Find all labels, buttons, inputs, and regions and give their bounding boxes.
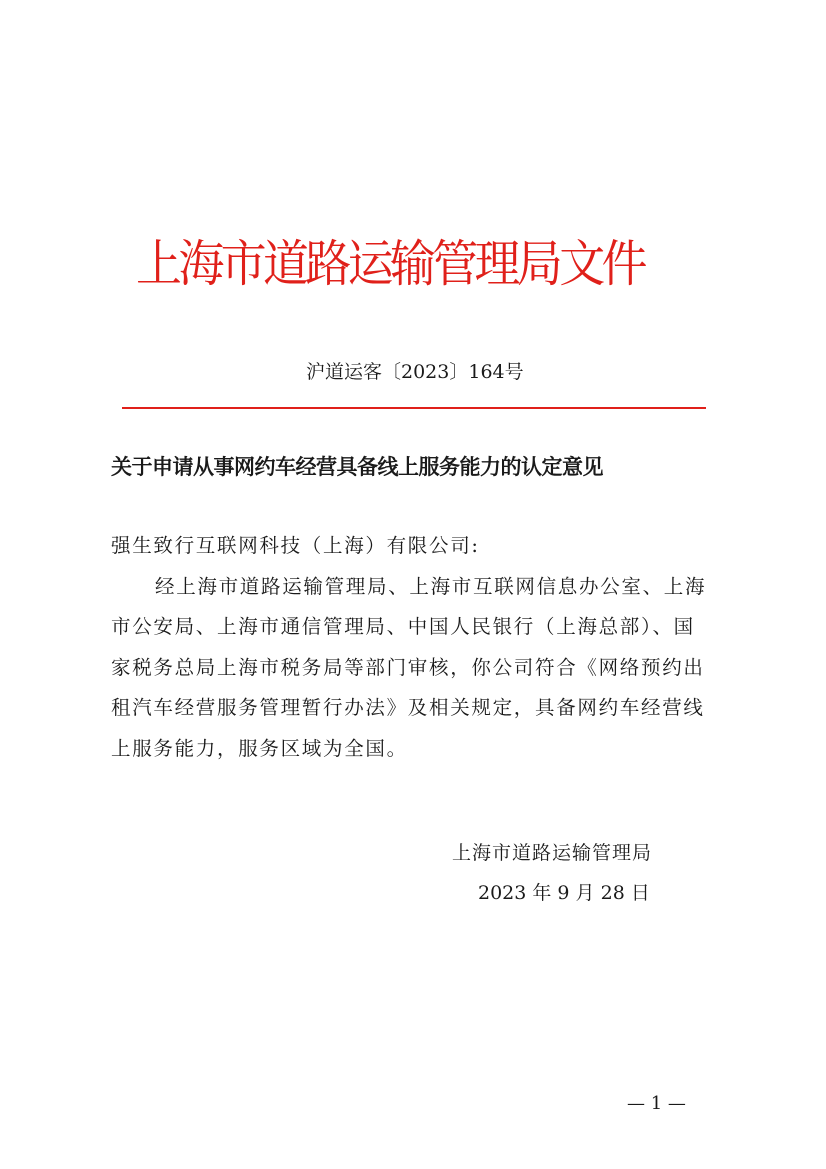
- body-line: 市公安局、上海市通信管理局、中国人民银行（上海总部）、国: [111, 615, 695, 638]
- body-line: 租汽车经营服务管理暂行办法》及相关规定，具备网约车经营线: [111, 696, 705, 719]
- document-number: 沪道运客〔2023〕164号: [306, 361, 524, 383]
- masthead: 上海市道路运输管理局文件: [136, 235, 644, 293]
- document-body: [111, 526, 727, 769]
- signature-organization: 上海市道路运输管理局: [452, 842, 653, 864]
- document-title: 关于申请从事网约车经营具备线上服务能力的认定意见: [111, 455, 603, 479]
- page-number: — 1 —: [627, 1093, 686, 1114]
- body-line: 家税务总局上海市税务局等部门审核，你公司符合《网络预约出: [111, 655, 705, 679]
- red-divider: [122, 407, 706, 409]
- signature-date: 2023 年 9 月 28 日: [478, 882, 650, 904]
- addressee: 强生致行互联网科技（上海）有限公司:: [111, 534, 480, 557]
- body-line: 上服务能力，服务区域为全国。: [111, 736, 408, 760]
- body-line: 经上海市道路运输管理局、上海市互联网信息办公室、上海: [155, 574, 707, 598]
